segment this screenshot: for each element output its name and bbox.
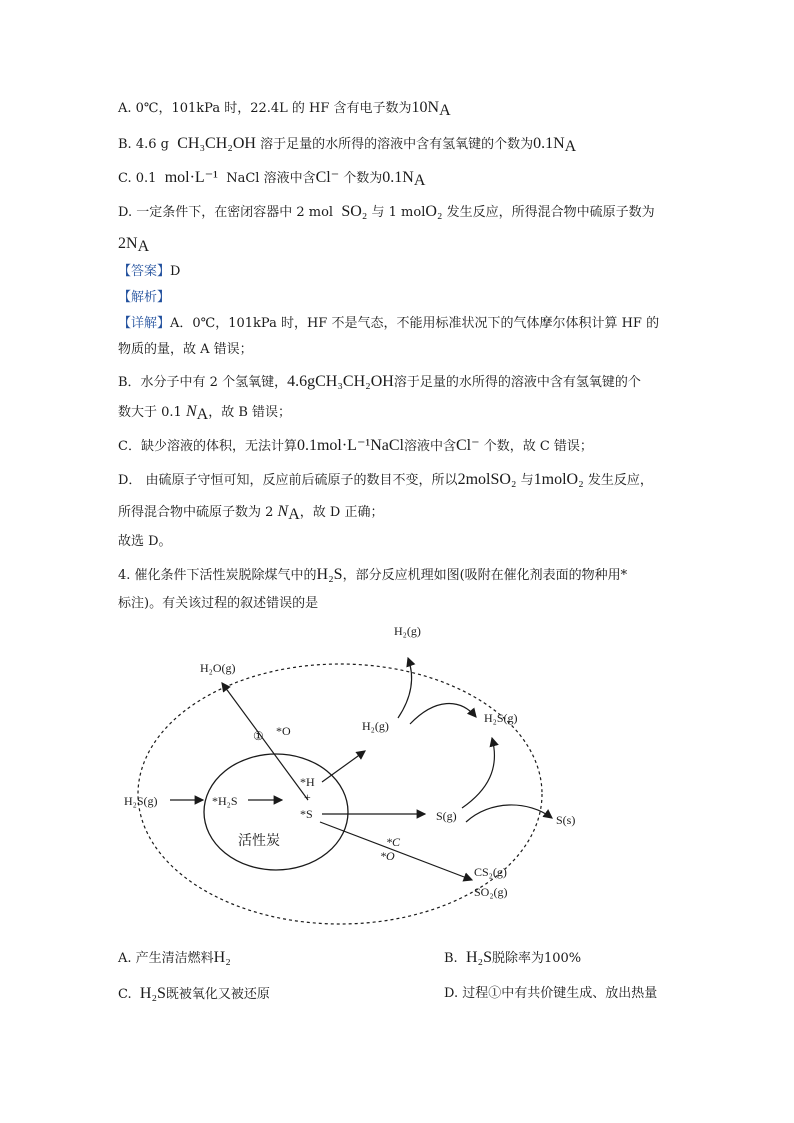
arrow-s-to-h2s <box>462 738 494 808</box>
label-process-1: ① <box>253 729 264 743</box>
q3-option-b: B. 4.6 g CH₃CH₂OH 溶于足量的水所得的溶液中含有氢氧键的个数为$0.1N_A$ <box>118 135 577 155</box>
q4-option-c: C. H₂S既被氧化又被还原 <box>118 985 270 1002</box>
detail-d-2: 所得混合物中硫原子数为 2 $N_A$，故 D 正确； <box>118 503 384 523</box>
arrow-to-cs2-so2 <box>320 822 472 880</box>
label-plus: + <box>304 790 311 804</box>
q3-option-d: D. 一定条件下，在密闭容器中 2 mol SO₂ 与 1 molO₂ 发生反应，所得混合物中硫原子数为 <box>118 203 655 220</box>
arrow-to-h2o <box>222 683 308 800</box>
detail-b-2: 数大于 0.1 $N_A$，故 B 错误； <box>118 403 292 423</box>
answer-tag: 【答案】 <box>118 264 171 279</box>
label-star-h: *H <box>300 775 315 789</box>
arrow-to-h2-top <box>398 658 412 718</box>
q4-option-a: A. 产生清洁燃料H₂ <box>118 949 231 966</box>
arrow-s-to-solid <box>466 805 552 822</box>
label-star-o-2: *O <box>380 849 395 863</box>
label-cs2-g: CS₂(g) <box>474 865 507 879</box>
answer-value: D <box>170 264 181 279</box>
label-s-g: S(g) <box>436 809 457 823</box>
label-star-h2s: *H₂S <box>212 794 238 808</box>
label-star-s: *S <box>300 807 313 821</box>
activated-carbon-ellipse <box>204 754 348 870</box>
label-star-c: *C <box>386 835 401 849</box>
label-h2s-g-right: H₂S(g) <box>484 711 518 725</box>
label-h2-g-mid: H₂(g) <box>362 719 389 733</box>
detail-a-1: 【详解】A．0℃，101kPa 时，HF 不是气态，不能用标准状况下的气体摩尔体积计算 HF 的 <box>118 316 660 331</box>
label-h2-g-top: H₂(g) <box>394 624 421 638</box>
arrow-to-h2s-right <box>410 704 476 724</box>
label-star-o: *O <box>276 724 291 738</box>
detail-c: C．缺少溶液的体积，无法计算0.1mol·L⁻¹NaCl溶液中含Cl⁻ 个数，故 C 错误； <box>118 437 593 454</box>
label-so2-g: SO₂(g) <box>474 885 508 899</box>
label-h2o-g: H₂O(g) <box>200 661 236 675</box>
q3-option-d-cont: $2N_A$ <box>118 235 150 255</box>
detail-a-2: 物质的量，故 A 错误； <box>118 342 253 357</box>
q4-stem-2: 标注)。有关该过程的叙述错误的是 <box>118 596 319 611</box>
detail-b-1: B．水分子中有 2 个氢氧键，4.6gCH₃CH₂OH溶于足量的水所得的溶液中含有氢氧键的个 <box>118 373 641 390</box>
q3-option-a: A. 0℃，101kPa 时，22.4L 的 HF 含有电子数为$10N_A$ <box>118 99 451 119</box>
conclusion: 故选 D。 <box>118 534 172 549</box>
detail-d-1: D． 由硫原子守恒可知，反应前后硫原子的数目不变，所以2molSO₂ 与1molO₂ 发生反应， <box>118 471 653 488</box>
q4-option-d: D. 过程①中有共价键生成、放出热量 <box>444 986 658 1001</box>
analysis-tag: 【解析】 <box>118 290 171 305</box>
label-activated-carbon: 活性炭 <box>238 833 280 849</box>
arrow-to-h2-mid <box>322 751 365 782</box>
label-h2s-g-left: H₂S(g) <box>124 794 158 808</box>
q3-option-c: C. 0.1 mol·L⁻¹ NaCl 溶液中含Cl⁻ 个数为$0.1N_A$ <box>118 169 426 189</box>
q4-option-b: B. H₂S脱除率为100% <box>444 949 582 966</box>
q4-stem-1: 4. 催化条件下活性炭脱除煤气中的H₂S，部分反应机理如图(吸附在催化剂表面的物种用* <box>118 566 628 583</box>
label-s-s: S(s) <box>556 813 576 827</box>
